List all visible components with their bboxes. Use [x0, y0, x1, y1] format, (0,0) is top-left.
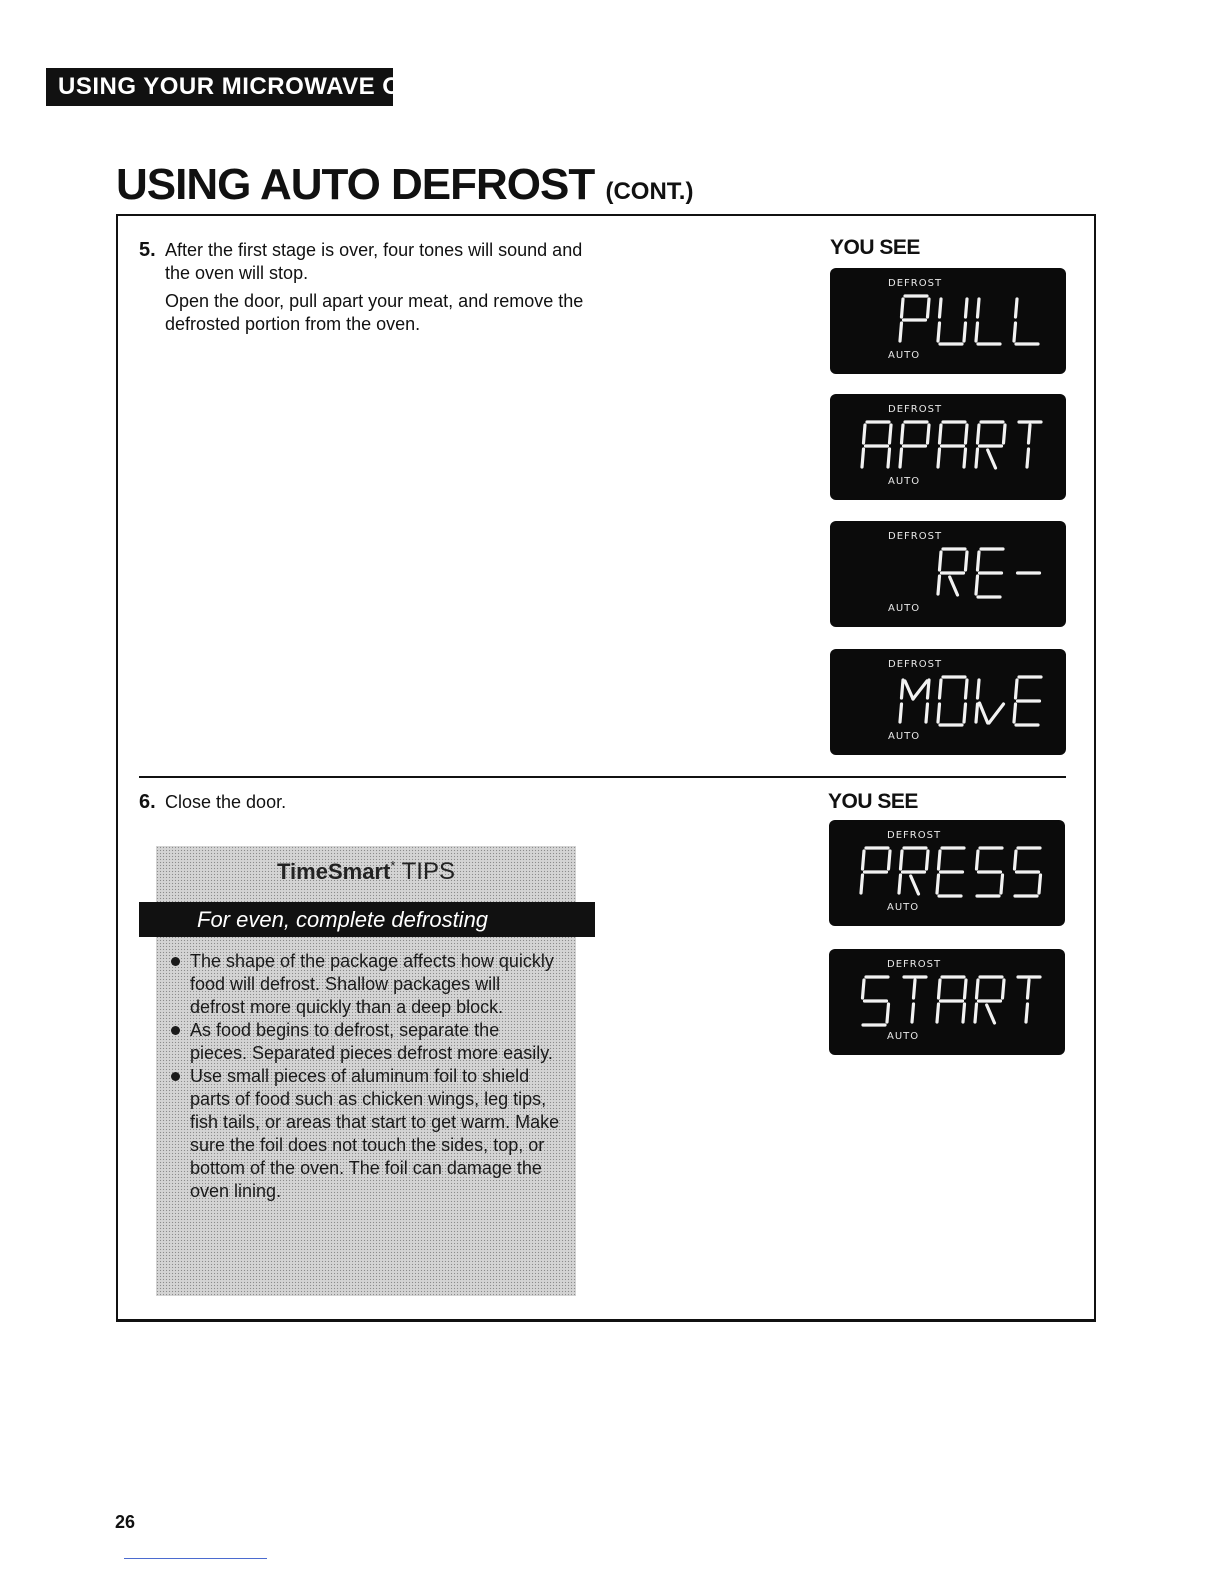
- tip-item: [170, 1019, 560, 1065]
- display-top-label: DEFROST: [888, 531, 943, 542]
- segment-glyph: [937, 848, 964, 896]
- display-bottom-label: AUTO: [888, 731, 921, 742]
- step-paragraph: After the first stage is over, four tones will sound and the oven will stop.: [165, 240, 583, 283]
- segment-glyph: [976, 422, 1005, 468]
- step-number: 5.: [139, 239, 156, 261]
- oven-display: [829, 949, 1065, 1055]
- display-top-label: DEFROST: [888, 404, 943, 415]
- page-number: 26: [115, 1512, 136, 1532]
- segment-glyph: [900, 296, 929, 341]
- bullet-icon: [171, 1072, 180, 1081]
- segment-glyph: [976, 680, 1004, 723]
- display-bottom-label: AUTO: [887, 1031, 920, 1042]
- display-top-label: DEFROST: [888, 659, 943, 670]
- you-see-label: YOU SEE: [830, 236, 920, 259]
- segment-glyph: [900, 422, 929, 467]
- seven-segment-readout: [829, 949, 1065, 1055]
- step-divider: [139, 776, 1066, 778]
- segment-glyph: [938, 549, 967, 595]
- footer-rule: [124, 1558, 267, 1559]
- tips-brand: TimeSmart: [277, 859, 391, 884]
- step-6: [139, 791, 599, 819]
- segment-glyph: [1018, 977, 1040, 1022]
- segment-glyph: [1014, 299, 1038, 344]
- segment-glyph: [1015, 848, 1041, 896]
- seven-segment-readout: [829, 820, 1065, 926]
- segment-glyph: [976, 299, 1000, 344]
- segment-glyph: [976, 549, 1003, 597]
- segment-glyph: [938, 677, 967, 725]
- display-bottom-label: AUTO: [888, 603, 921, 614]
- step-paragraph: Close the door.: [165, 792, 287, 812]
- seven-segment-readout: [830, 521, 1066, 627]
- segment-glyph: [938, 299, 967, 344]
- display-top-label: DEFROST: [887, 959, 942, 970]
- tip-item: [170, 950, 560, 1019]
- step-number: 6.: [139, 791, 156, 813]
- segment-glyph: [977, 848, 1003, 896]
- seven-segment-readout: [830, 268, 1066, 374]
- oven-display: [830, 521, 1066, 627]
- seven-segment-readout: [830, 394, 1066, 500]
- segment-glyph: [938, 422, 967, 467]
- tip-text: As food begins to defrost, separate the pieces. Separated pieces defrost more easily.: [190, 1020, 553, 1063]
- you-see-label: YOU SEE: [828, 790, 918, 813]
- trademark-mark: *: [390, 858, 396, 873]
- tips-title-suffix: TIPS: [401, 858, 455, 885]
- bullet-icon: [171, 1026, 180, 1035]
- tips-list: [170, 950, 560, 1203]
- segment-glyph: [975, 977, 1004, 1023]
- segment-glyph: [899, 848, 928, 894]
- tip-item: [170, 1065, 560, 1203]
- segment-glyph: [904, 977, 926, 1022]
- display-bottom-label: AUTO: [887, 902, 920, 913]
- display-top-label: DEFROST: [887, 830, 942, 841]
- seven-segment-readout: [830, 649, 1066, 755]
- page-title-suffix: (CONT.): [605, 178, 694, 205]
- segment-glyph: [861, 848, 890, 893]
- segment-glyph: [1014, 677, 1041, 725]
- bullet-icon: [171, 957, 180, 966]
- segment-glyph: [863, 977, 889, 1025]
- tip-text: The shape of the package affects how quickly food will defrost. Shallow packages will defrost more quickly than a deep block.: [190, 951, 554, 1017]
- segment-glyph: [862, 422, 891, 467]
- oven-display: [830, 394, 1066, 500]
- page-title-main: USING AUTO DEFROST: [116, 160, 595, 209]
- step-5: [139, 239, 599, 341]
- oven-display: [830, 268, 1066, 374]
- segment-glyph: [937, 977, 966, 1022]
- tip-text: Use small pieces of aluminum foil to shield parts of food such as chicken wings, leg tips, fish tails, or areas that start to get warm. Make sure the foil does not touch the sides, top, or bottom of the oven. The foil can damage the oven lining.: [190, 1066, 560, 1201]
- oven-display: [830, 649, 1066, 755]
- tips-banner: For even, complete defrosting: [139, 902, 595, 937]
- segment-glyph: [1019, 422, 1041, 467]
- step-paragraph: Open the door, pull apart your meat, and remove the defrosted portion from the oven.: [165, 291, 584, 334]
- oven-display: [829, 820, 1065, 926]
- display-bottom-label: AUTO: [888, 476, 921, 487]
- section-header-bar: USING YOUR MICROWAVE OVEN: [46, 68, 393, 106]
- page-title: [116, 160, 693, 210]
- display-top-label: DEFROST: [888, 278, 943, 289]
- display-bottom-label: AUTO: [888, 350, 921, 361]
- segment-glyph: [900, 680, 929, 722]
- tips-title: [156, 858, 576, 886]
